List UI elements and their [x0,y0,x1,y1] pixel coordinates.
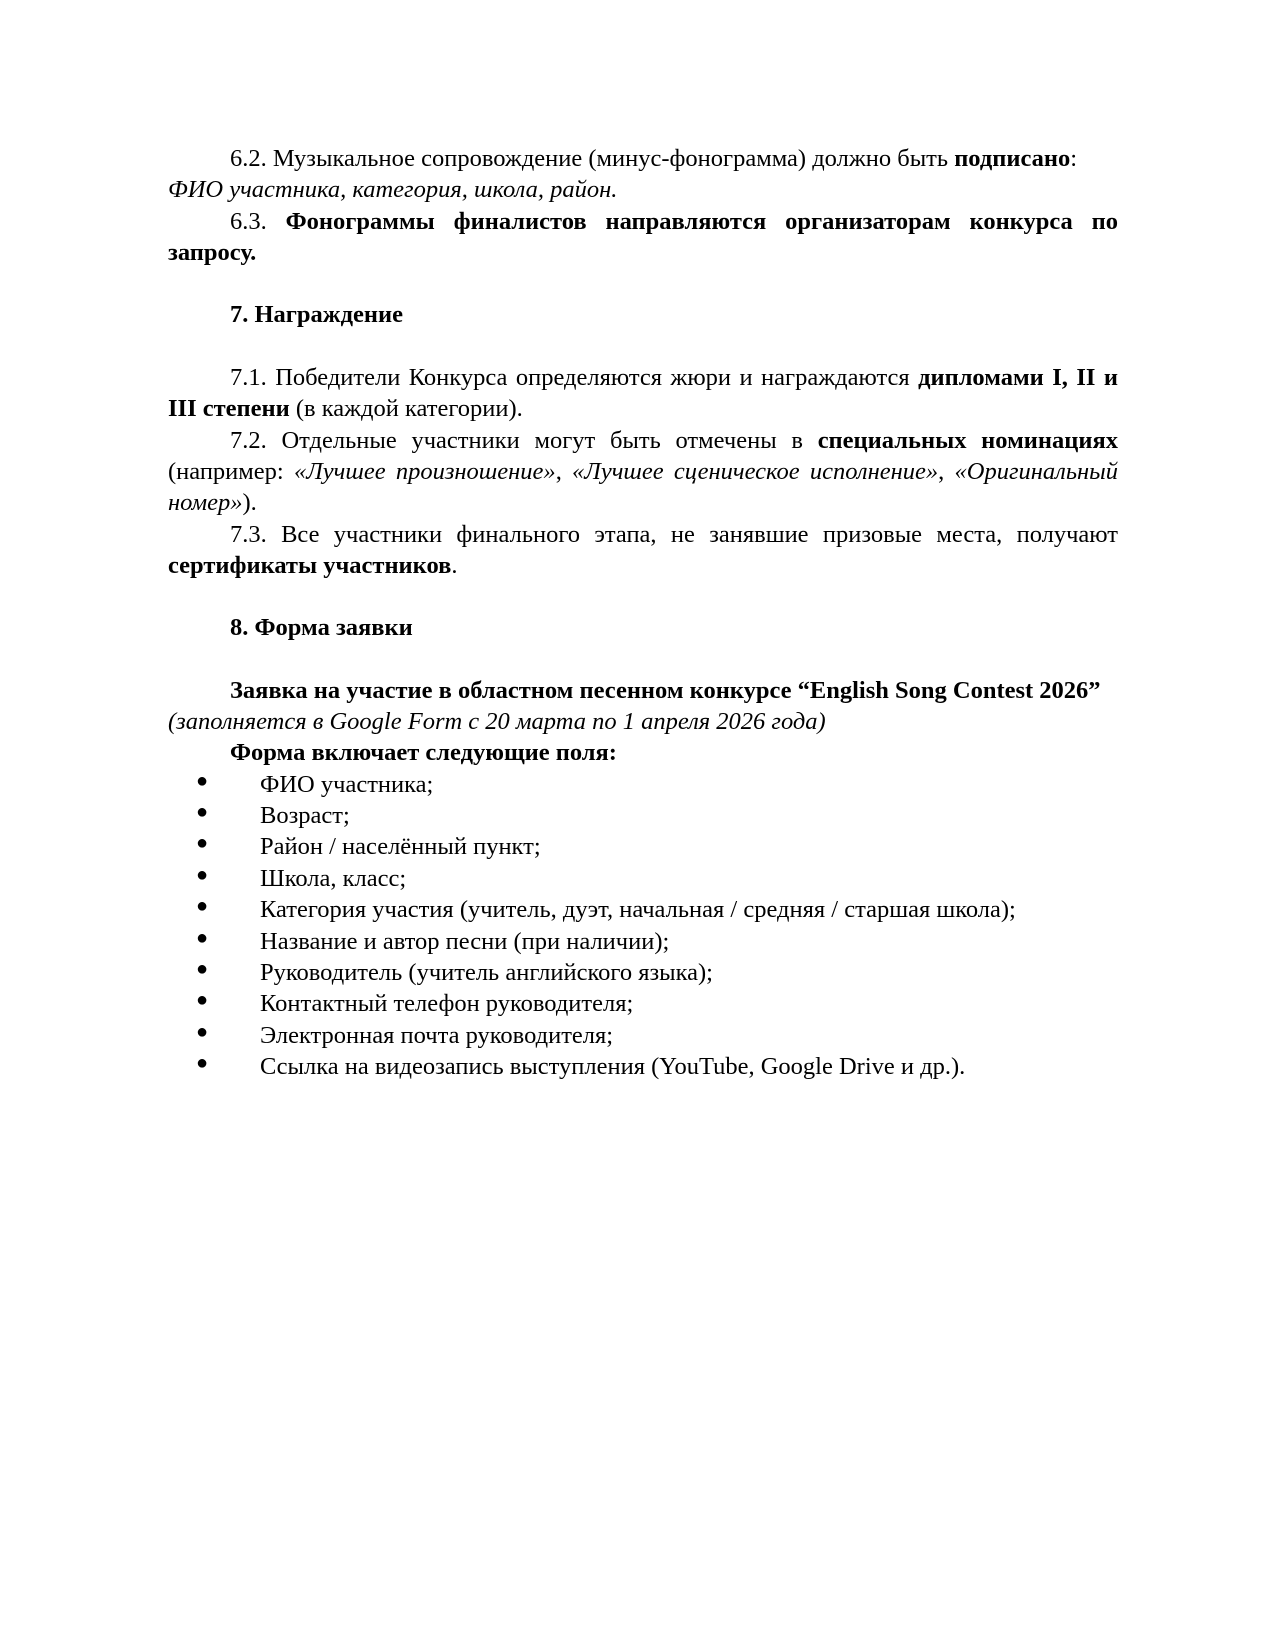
list-item-label: Руководитель (учитель английского языка); [260,958,713,986]
list-item [168,831,1118,862]
clause-6-2-text-tail: : [1070,145,1078,172]
list-item-label: Район / населённый пункт; [260,833,541,861]
list-item [168,769,1118,800]
clause-7-2-nomination-3: «Оригинальный номер» [168,457,1118,517]
list-item-label: ФИО участника; [260,770,434,798]
section-heading-7: 7. Награждение [230,301,403,329]
list-item-label: Название и автор песни (при наличии); [260,927,670,955]
list-item [168,926,1118,957]
spacer-after-heading-7 [168,331,1118,362]
spacer-after-heading-8 [168,644,1118,675]
list-item-label: Категория участия (учитель, дуэт, начальная / средняя / старшая школа); [260,896,1016,924]
bullet-icon: ● [196,832,209,855]
clause-6-3-bold-inner: Фонограммы финалистов направляются организаторам конкурса по запросу. [168,207,1118,267]
bullet-icon: ● [196,863,209,886]
clause-6-2-italic-line: ФИО участника, категория, школа, район. [168,176,618,204]
bullet-icon: ● [196,769,209,792]
list-item [168,1051,1118,1082]
list-item [168,957,1118,988]
list-item-label: Возраст; [260,802,350,830]
bullet-icon: ● [196,957,209,980]
application-form-subtitle: (заполняется в Google Form с 20 марта по 1 апреля 2026 года) [168,708,826,736]
clause-7-2-text-lead: 7.2. Отдельные участники могут быть отмечены в [230,426,818,454]
bullet-icon: ● [196,801,209,824]
section-heading-8: 8. Форма заявки [230,614,413,642]
list-item [168,800,1118,831]
list-item-label: Ссылка на видеозапись выступления (YouTube, Google Drive и др.). [260,1052,966,1080]
clause-6-3-paragraph [168,206,1118,269]
clause-7-3-paragraph [168,519,1118,582]
clause-7-3-bold-term: сертификаты участников [168,551,452,579]
clause-7-2-nomination-1: «Лучшее произношение» [293,457,556,485]
application-form-fields-heading: Форма включает следующие поля: [230,739,617,767]
list-item-label: Контактный телефон руководителя; [260,990,634,1018]
document-body [168,143,1118,1082]
clause-7-1-paragraph [168,362,1118,425]
list-item [168,863,1118,894]
clause-7-1-text-tail: (в каждой категории). [289,395,523,423]
clause-7-2-nomination-2: «Лучшее сценическое исполнение» [572,457,939,485]
list-item [168,988,1118,1019]
clause-6-3-bold-text [168,208,1118,266]
clause-7-2-separator-2: , [938,457,955,485]
spacer-before-heading-8 [168,581,1118,612]
bullet-icon: ● [196,895,209,918]
clause-7-3-text-lead: 7.3. Все участники финального этапа, не занявшие призовые места, получают [230,520,1118,548]
list-item-label: Электронная почта руководителя; [260,1021,614,1049]
clause-7-2-paragraph [168,425,1118,519]
clause-7-1-bold-term: дипломами I, II и III степени [168,363,1119,423]
clause-6-3-number: 6.3. [230,207,267,235]
clause-7-2-text-end: ). [242,489,257,517]
list-item [168,1020,1118,1051]
clause-7-2-separator-1: , [555,457,573,485]
list-item [168,894,1118,925]
bullet-icon: ● [196,1020,209,1043]
bullet-icon: ● [196,1051,209,1074]
bullet-icon: ● [196,926,209,949]
bullet-icon: ● [196,989,209,1012]
spacer-after-6-3 [168,268,1118,299]
clause-6-2-text-lead: 6.2. Музыкальное сопровождение (минус-фонограмма) должно быть [230,145,955,172]
clause-7-3-text-tail: . [451,551,458,579]
clause-7-1-text-lead: 7.1. Победители Конкурса определяются жюри и награждаются [230,363,919,391]
application-form-field-list [168,769,1118,1083]
clause-7-2-bold-term: специальных номинациях [817,426,1118,454]
clause-6-2-bold-term: подписано [954,145,1071,172]
clause-6-2-paragraph [168,143,1118,174]
list-item-label: Школа, класс; [260,864,407,892]
application-form-title: Заявка на участие в областном песенном конкурсе “English Song Contest 2026” [230,676,1101,704]
clause-7-2-text-middle: (например: [168,457,294,485]
